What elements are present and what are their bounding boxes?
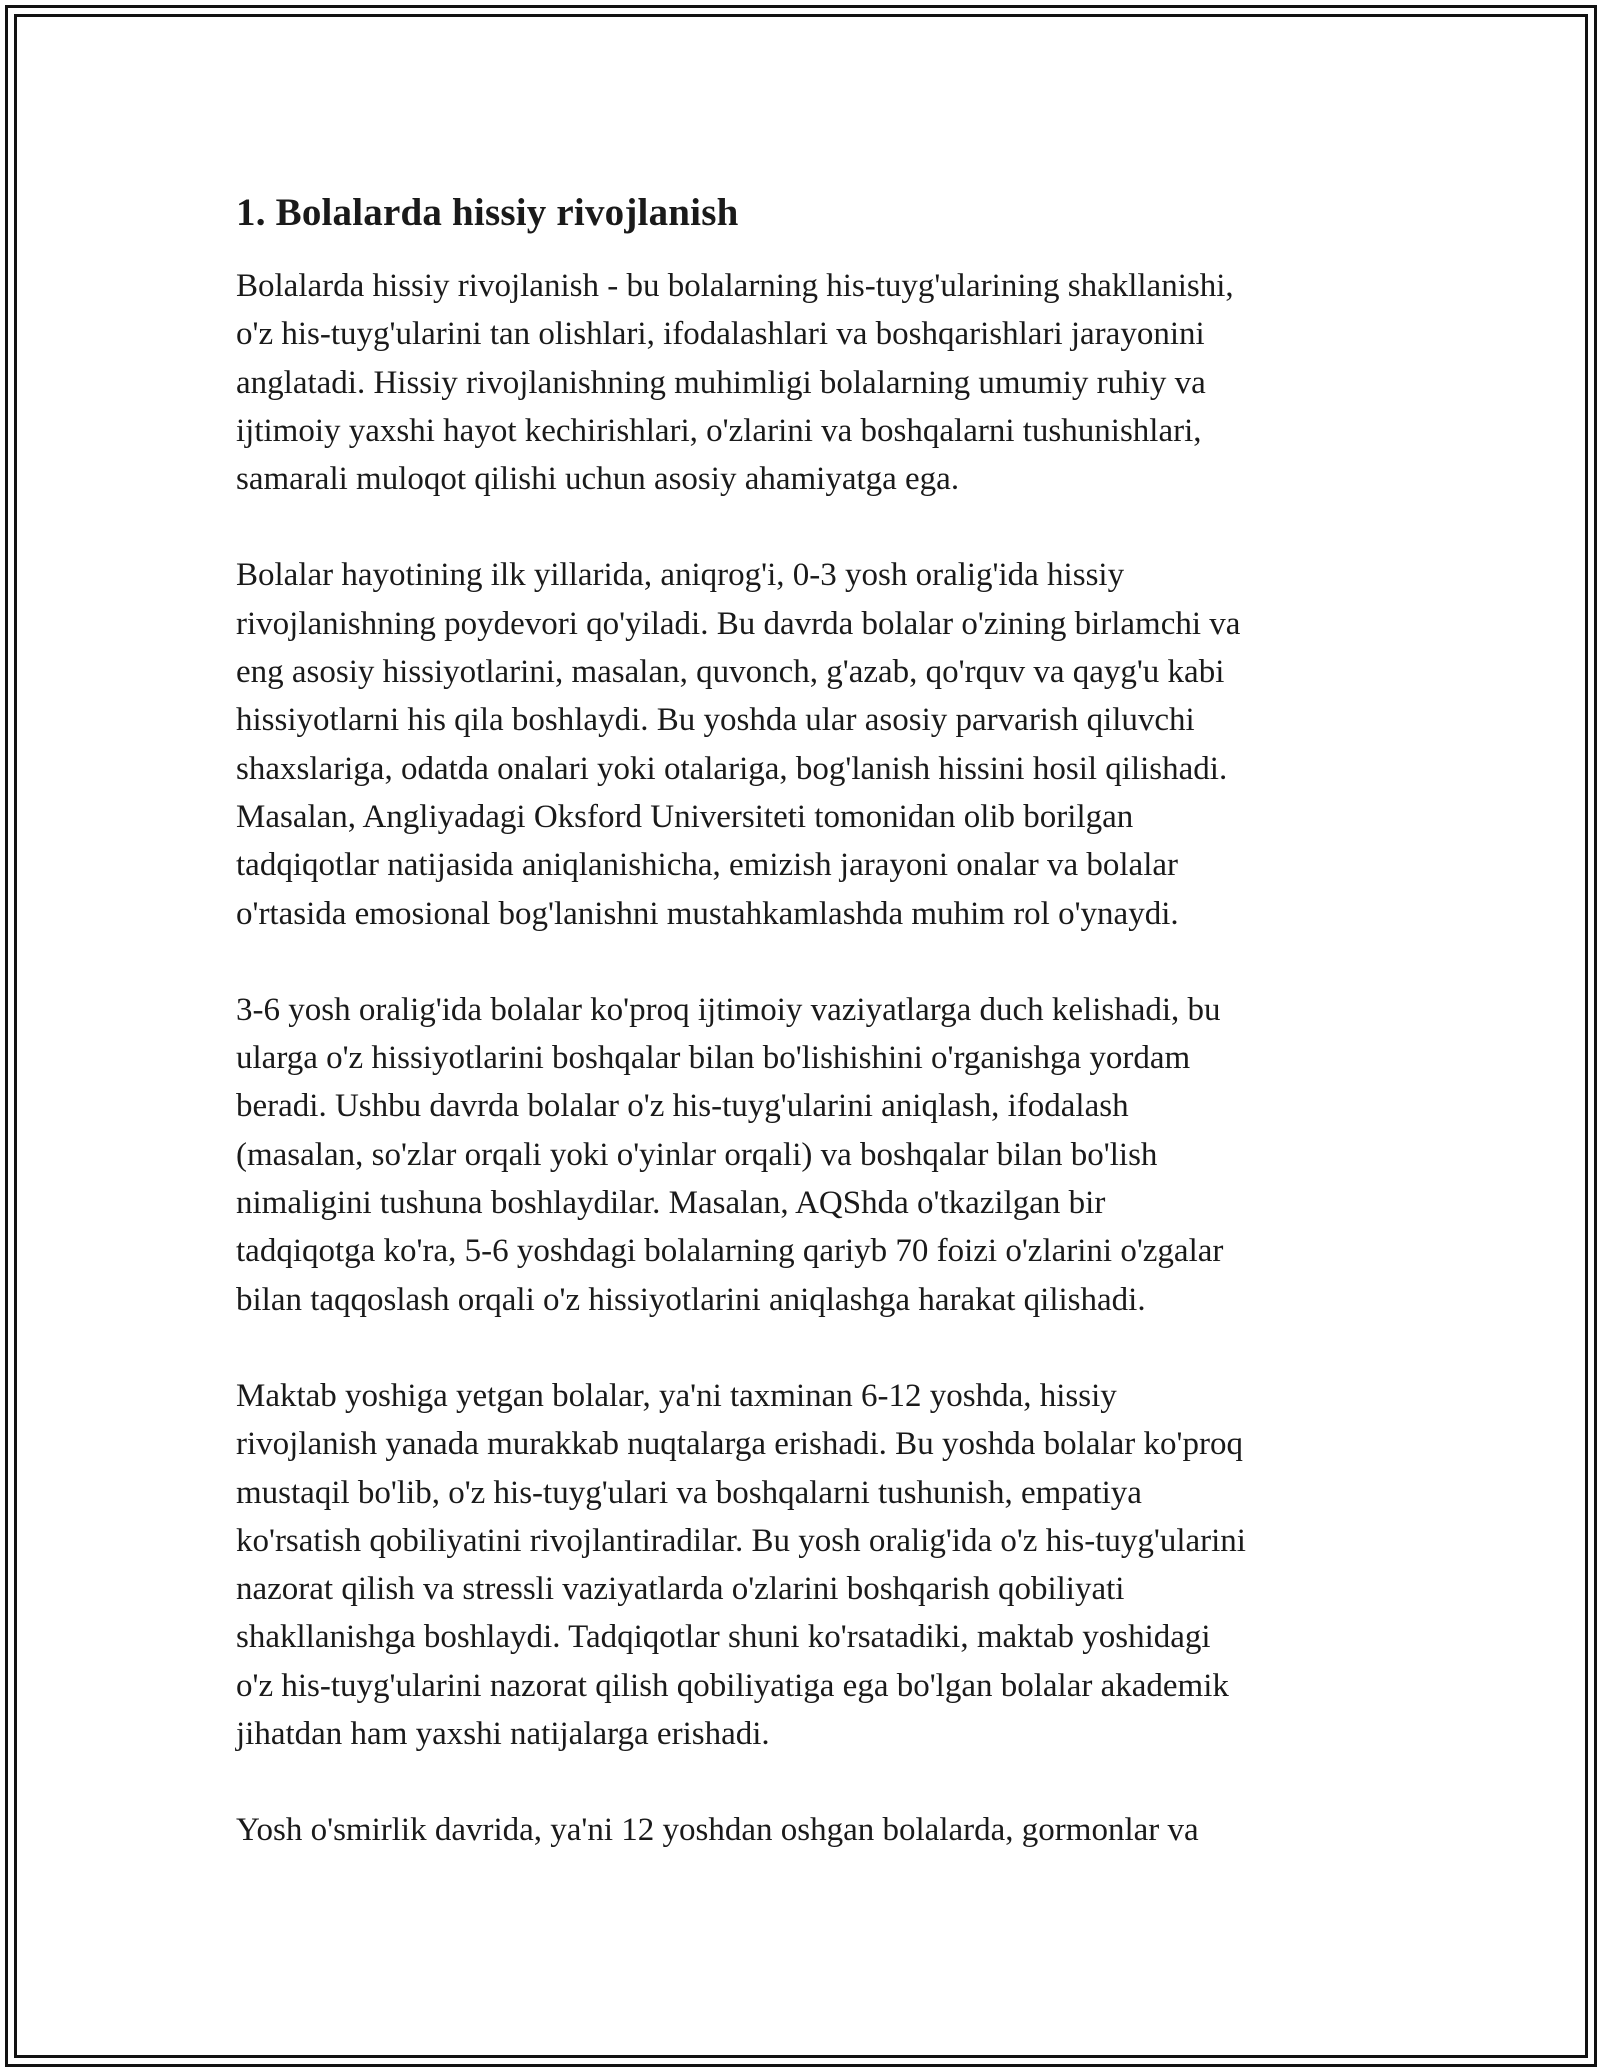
section-heading: 1. Bolalarda hissiy rivojlanish bbox=[236, 191, 739, 234]
text-line: anglatadi. Hissiy rivojlanishning muhimligi bolalarning umumiy ruhiy va bbox=[236, 364, 1206, 401]
text-line: ijtimoiy yaxshi hayot kechirishlari, o'zlarini va boshqalarni tushunishlari, bbox=[236, 412, 1202, 449]
text-line: bilan taqqoslash orqali o'z hissiyotlarini aniqlashga harakat qilishadi. bbox=[236, 1281, 1146, 1318]
paragraph-4 bbox=[236, 1372, 1366, 1758]
text-line: eng asosiy hissiyotlarini, masalan, quvonch, g'azab, qo'rquv va qayg'u kabi bbox=[236, 654, 1225, 691]
text-line: Bolalarda hissiy rivojlanish - bu bolalarning his-tuyg'ularining shakllanishi, bbox=[236, 268, 1234, 304]
text-line: rivojlanishning poydevori qo'yiladi. Bu davrda bolalar o'zining birlamchi va bbox=[236, 605, 1241, 642]
text-line: tadqiqotlar natijasida aniqlanishicha, emizish jarayoni onalar va bolalar bbox=[236, 847, 1178, 884]
text-line: shakllanishga boshlaydi. Tadqiqotlar shuni ko'rsatadiki, maktab yoshidagi bbox=[236, 1619, 1211, 1656]
paragraph-2 bbox=[236, 551, 1366, 937]
text-line: jihatdan ham yaxshi natijalarga erishadi. bbox=[236, 1716, 770, 1753]
text-line: tadqiqotga ko'ra, 5-6 yoshdagi bolalarning qariyb 70 foizi o'zlarini o'zgalar bbox=[236, 1233, 1224, 1270]
text-line: Masalan, Angliyadagi Oksford Universiteti tomonidan olib borilgan bbox=[236, 798, 1134, 835]
text-line: (masalan, so'zlar orqali yoki o'yinlar orqali) va boshqalar bilan bo'lish bbox=[236, 1136, 1158, 1173]
document-body bbox=[236, 188, 1366, 1903]
text-line: Yosh o'smirlik davrida, ya'ni 12 yoshdan oshgan bolalarda, gormonlar va bbox=[236, 1812, 1199, 1849]
text-line: ko'rsatish qobiliyatini rivojlantiradilar. Bu yosh oralig'ida o'z his-tuyg'ularini bbox=[236, 1522, 1246, 1559]
text-line: nimaligini tushuna boshlaydilar. Masalan, AQShda o'tkazilgan bir bbox=[236, 1185, 1106, 1222]
text-line: o'z his-tuyg'ularini nazorat qilish qobiliyatiga ega bo'lgan bolalar akademik bbox=[236, 1667, 1229, 1704]
text-line: ularga o'z hissiyotlarini boshqalar bilan bo'lishishini o'rganishga yordam bbox=[236, 1040, 1191, 1077]
text-line: Bolalar hayotining ilk yillarida, aniqrog'i, 0-3 yosh oralig'ida hissiy bbox=[236, 557, 1125, 594]
text-line: beradi. Ushbu davrda bolalar o'z his-tuyg'ularini aniqlash, ifodalash bbox=[236, 1088, 1129, 1125]
text-line: nazorat qilish va stressli vaziyatlarda o'zlarini boshqarish qobiliyati bbox=[236, 1571, 1125, 1608]
text-line: rivojlanish yanada murakkab nuqtalarga erishadi. Bu yoshda bolalar ko'proq bbox=[236, 1426, 1243, 1463]
text-line: Maktab yoshiga yetgan bolalar, ya'ni taxminan 6-12 yoshda, hissiy bbox=[236, 1377, 1117, 1414]
text-line: mustaqil bo'lib, o'z his-tuyg'ulari va boshqalarni tushunish, empatiya bbox=[236, 1474, 1142, 1511]
text-line: hissiyotlarni his qila boshlaydi. Bu yoshda ular asosiy parvarish qiluvchi bbox=[236, 702, 1195, 739]
text-line: shaxslariga, odatda onalari yoki otalariga, bog'lanish hissini hosil qilishadi. bbox=[236, 750, 1228, 787]
text-line: o'z his-tuyg'ularini tan olishlari, ifodalashlari va boshqarishlari jarayonini bbox=[236, 316, 1205, 353]
paragraph-5 bbox=[236, 1806, 1366, 1854]
paragraph-3 bbox=[236, 986, 1366, 1324]
text-line: 3-6 yosh oralig'ida bolalar ko'proq ijtimoiy vaziyatlarga duch kelishadi, bu bbox=[236, 991, 1221, 1028]
text-line: o'rtasida emosional bog'lanishni mustahkamlashda muhim rol o'ynaydi. bbox=[236, 895, 1179, 932]
text-line: samarali muloqot qilishi uchun asosiy ahamiyatga ega. bbox=[236, 461, 960, 498]
paragraph-1 bbox=[236, 262, 1366, 503]
